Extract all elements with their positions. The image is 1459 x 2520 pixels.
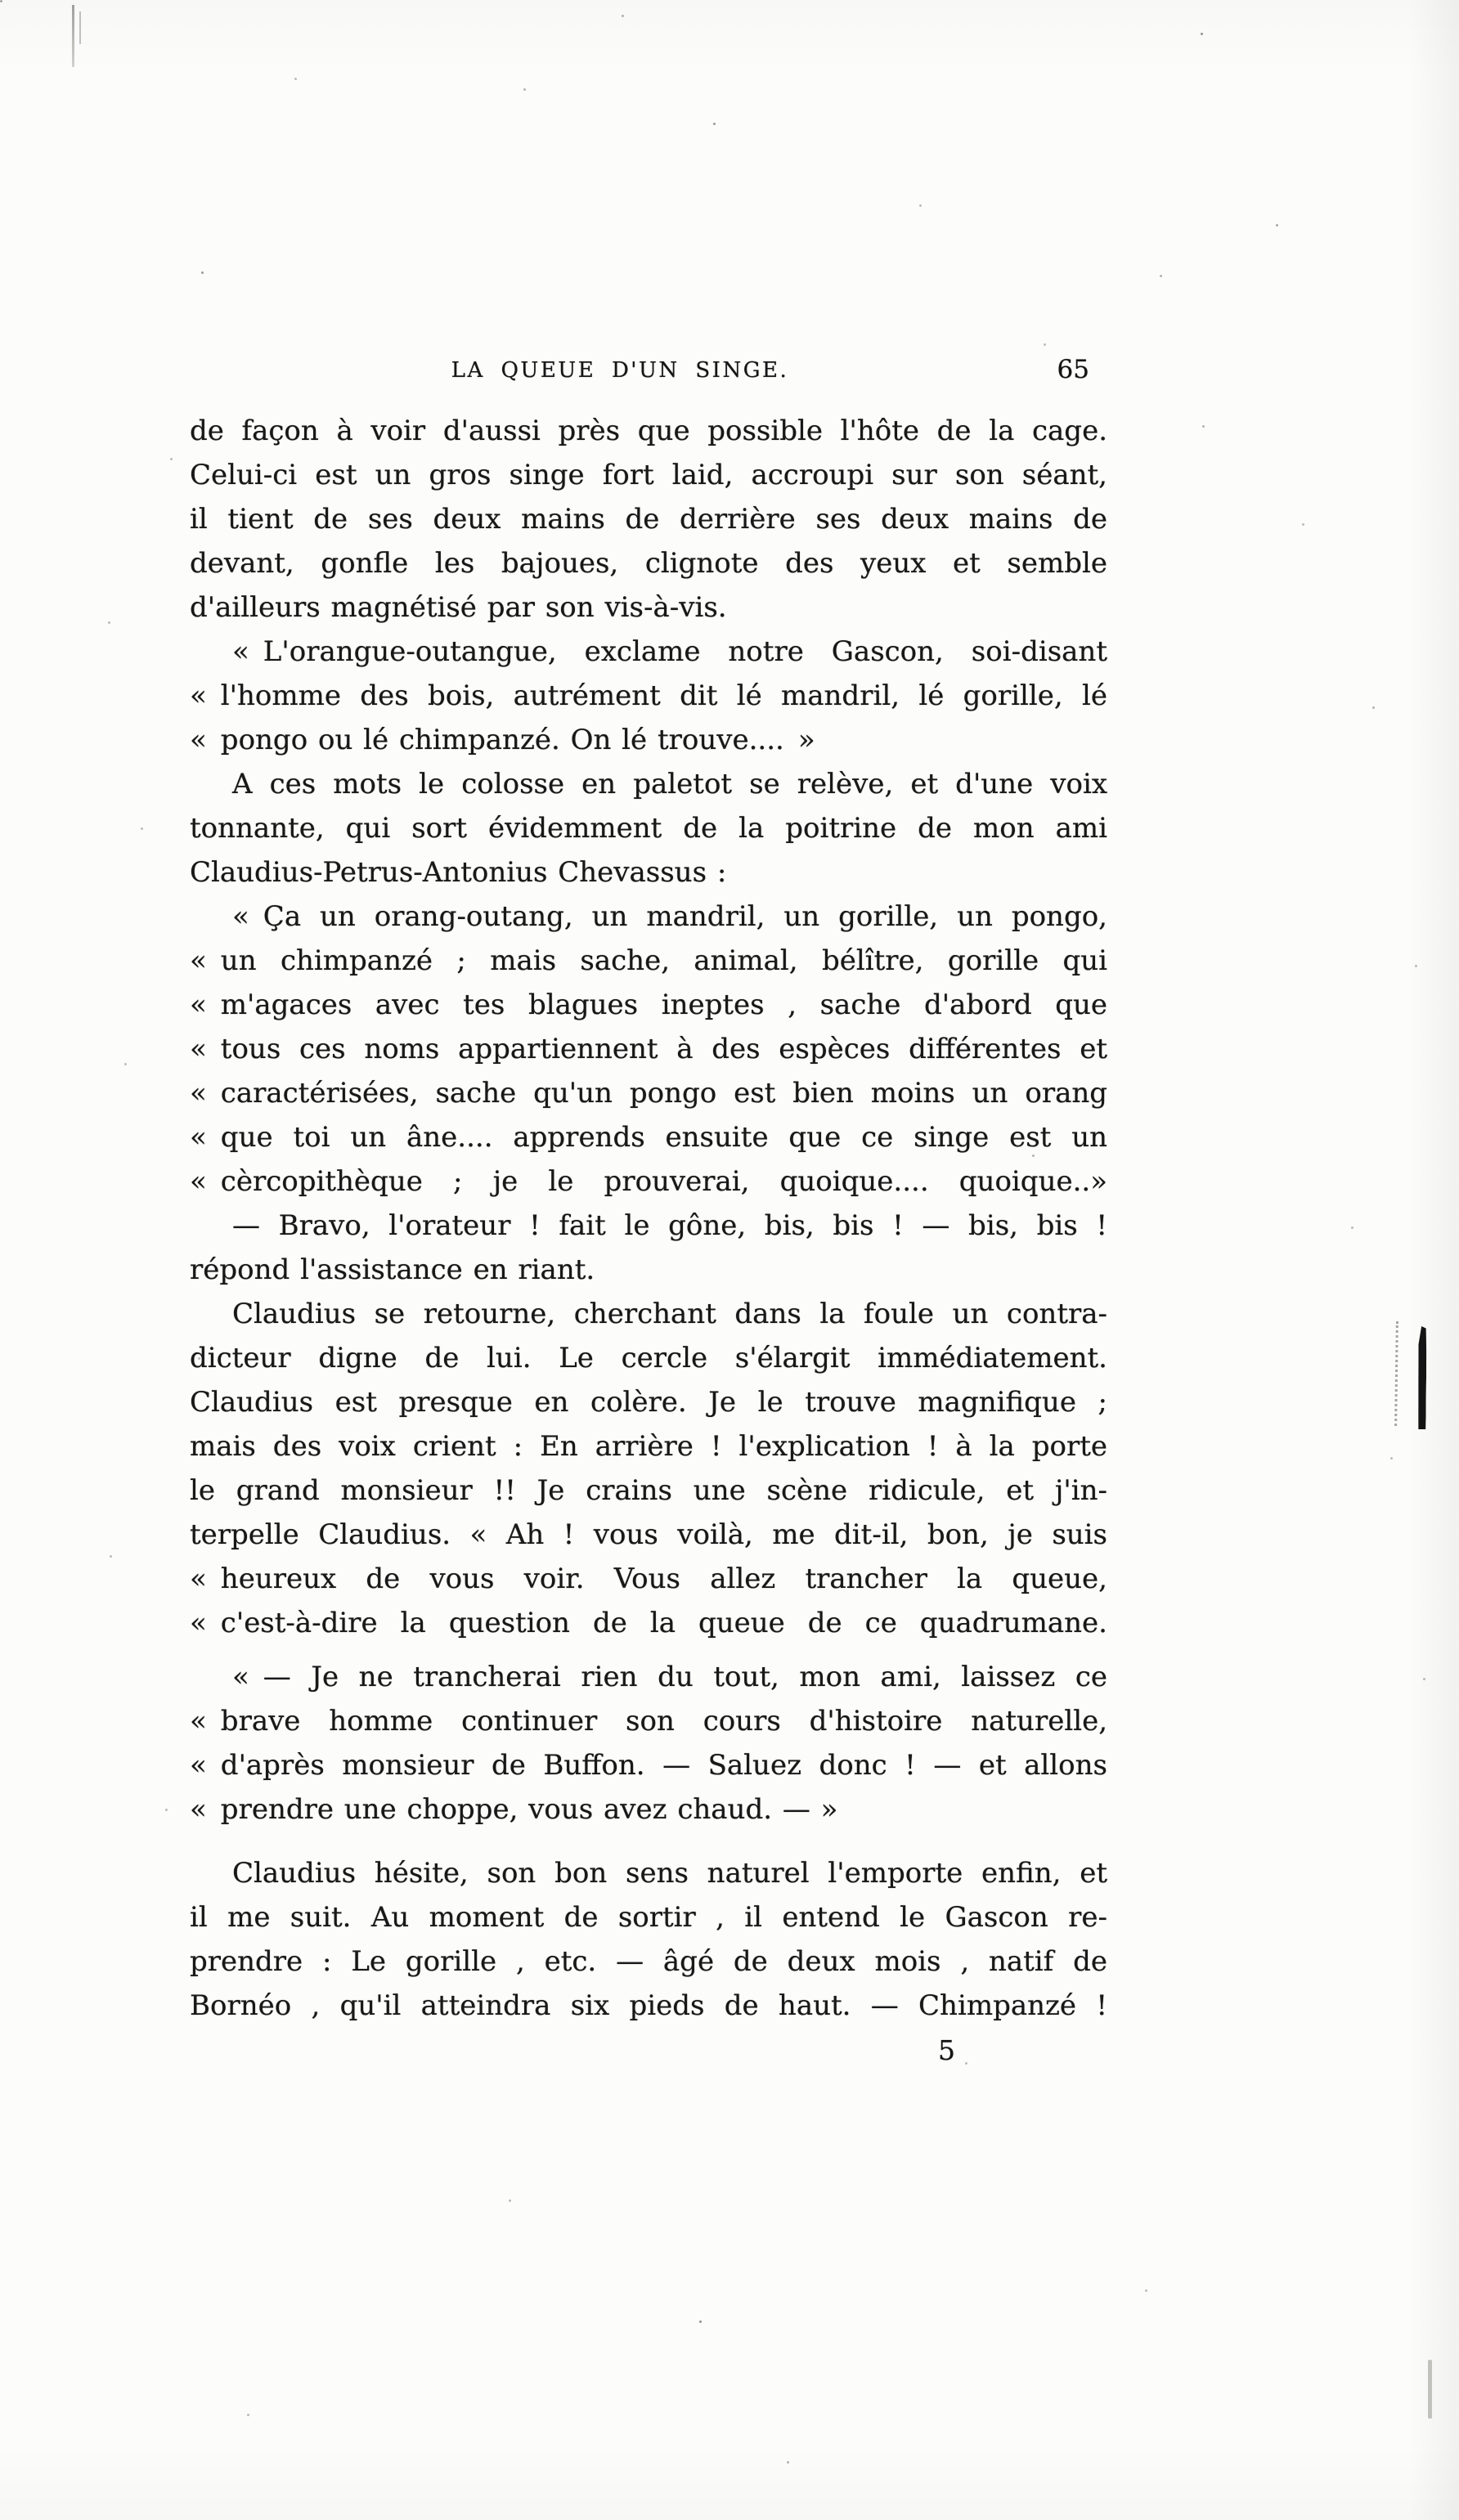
text-line: d'ailleurs magnétisé par son vis-à-vis. <box>190 591 727 624</box>
text-line: devant, gonfle les bajoues, clignote des yeux et semble <box>190 547 1107 580</box>
text-line: « c'est-à-dire la question de la queue de ce quadrumane. <box>190 1607 1107 1639</box>
text-line: tonnante, qui sort évidemment de la poitrine de mon ami <box>190 812 1107 845</box>
margin-mark-dotted-line <box>1394 1321 1398 1426</box>
signature-mark: 5 <box>938 2034 955 2066</box>
paragraph <box>190 1292 1107 1645</box>
text-line: il tient de ses deux mains de derrière ses deux mains de <box>190 503 1107 536</box>
text-line: « pongo ou lé chimpanzé. On lé trouve.... » <box>190 724 815 756</box>
text-line: « tous ces noms appartiennent à des espèces différentes et <box>190 1033 1107 1065</box>
text-line: le grand monsieur !! Je crains une scène ridicule, et j'in- <box>190 1474 1107 1507</box>
text-line: « l'homme des bois, autrément dit lé mandril, lé gorille, lé <box>190 679 1107 712</box>
text-line: « que toi un âne.... apprends ensuite que ce singe est un <box>190 1121 1107 1154</box>
text-line: « m'agaces avec tes blagues ineptes , sache d'abord que <box>190 989 1107 1021</box>
margin-mark-ink-bar <box>1417 1326 1426 1429</box>
paragraph <box>190 762 1107 895</box>
text-line: « un chimpanzé ; mais sache, animal, bélître, gorille qui <box>190 944 1107 977</box>
text-line: « Ça un orang-outang, un mandril, un gorille, un pongo, <box>232 900 1107 933</box>
text-line: Claudius-Petrus-Antonius Chevassus : <box>190 856 727 889</box>
paragraph <box>190 630 1107 762</box>
text-line: terpelle Claudius. « Ah ! vous voilà, me dit-il, bon, je suis <box>190 1518 1107 1551</box>
paragraph <box>190 895 1107 1204</box>
text-line: mais des voix crient : En arrière ! l'explication ! à la porte <box>190 1430 1107 1463</box>
text-line: répond l'assistance en riant. <box>190 1253 595 1286</box>
text-line: Bornéo , qu'il atteindra six pieds de haut. — Chimpanzé ! <box>190 1989 1107 2022</box>
text-block <box>190 409 1107 2066</box>
page-number: 65 <box>1057 355 1089 384</box>
text-line: de façon à voir d'aussi près que possible l'hôte de la cage. <box>190 415 1107 447</box>
text-line: « brave homme continuer son cours d'histoire naturelle, <box>190 1705 1107 1738</box>
text-line: il me suit. Au moment de sortir , il entend le Gascon re- <box>190 1901 1107 1934</box>
text-line: Claudius hésite, son bon sens naturel l'emporte enfin, et <box>232 1857 1107 1890</box>
text-line: dicteur digne de lui. Le cercle s'élargit immédiatement. <box>190 1342 1107 1374</box>
paragraph <box>190 1655 1107 1832</box>
text-line: A ces mots le colosse en paletot se relève, et d'une voix <box>232 768 1107 800</box>
text-line: « L'orangue-outangue, exclame notre Gascon, soi-disant <box>232 635 1107 668</box>
text-line: « cèrcopithèque ; je le prouverai, quoique.... quoique..» <box>190 1165 1107 1198</box>
paragraph <box>190 1204 1107 1292</box>
scan-streak-bottom-right <box>1428 2360 1432 2419</box>
scan-speckles <box>0 0 1 1</box>
text-line: prendre : Le gorille , etc. — âgé de deux mois , natif de <box>190 1945 1107 1978</box>
text-line: « prendre une choppe, vous avez chaud. — » <box>190 1793 838 1826</box>
text-line: Claudius est presque en colère. Je le trouve magnifique ; <box>190 1386 1107 1419</box>
text-line: « heureux de vous voir. Vous allez trancher la queue, <box>190 1563 1107 1595</box>
scan-streak-top-left <box>72 5 74 67</box>
text-line: « caractérisées, sache qu'un pongo est bien moins un orang <box>190 1077 1107 1110</box>
scan-streak-top-left-2 <box>79 11 81 44</box>
paragraph <box>190 1851 1107 2028</box>
text-line: « d'après monsieur de Buffon. — Saluez donc ! — et allons <box>190 1749 1107 1782</box>
text-line: Claudius se retourne, cherchant dans la foule un contra- <box>232 1298 1107 1330</box>
page-title: LA QUEUE D'UN SINGE. <box>451 358 789 383</box>
text-line: Celui-ci est un gros singe fort laid, accroupi sur son séant, <box>190 459 1107 491</box>
text-line: « — Je ne trancherai rien du tout, mon ami, laissez ce <box>232 1661 1107 1693</box>
running-head <box>190 355 1107 394</box>
paragraph <box>190 409 1107 630</box>
text-line: — Bravo, l'orateur ! fait le gône, bis, bis ! — bis, bis ! <box>232 1209 1107 1242</box>
